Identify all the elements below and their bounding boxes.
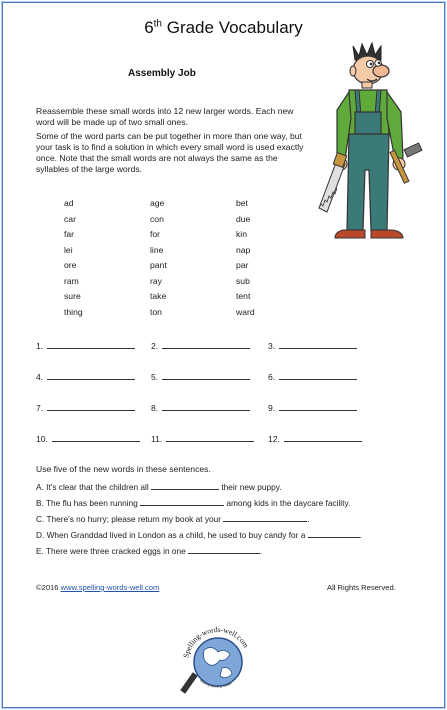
sentence-e: E. There were three cracked eggs in one . <box>36 546 263 556</box>
answer-blank-1[interactable]: 1. <box>36 339 135 351</box>
word: ad <box>64 198 74 208</box>
answer-blank-11[interactable]: 11. <box>151 432 254 444</box>
sentence-blank[interactable] <box>140 496 224 506</box>
word: nap <box>236 244 251 255</box>
word: line <box>150 244 164 255</box>
svg-text:Making spelling easier: Making spelling easier <box>199 678 233 689</box>
sentence-blank[interactable] <box>151 480 219 490</box>
word: sure <box>64 291 81 301</box>
word: con <box>150 213 164 224</box>
sentence-a: A. It's clear that the children all their new puppy. <box>36 482 282 492</box>
sentence-blank[interactable] <box>308 528 360 538</box>
svg-text:Spelling-words-well.com: Spelling-words-well.com <box>181 624 251 659</box>
answer-blank-3[interactable]: 3. <box>268 339 357 351</box>
word: lei <box>64 244 73 255</box>
word: pant <box>150 260 167 270</box>
answer-blank-2[interactable]: 2. <box>151 339 250 351</box>
word: bet <box>236 198 248 208</box>
answer-blank-8[interactable]: 8. <box>151 401 250 413</box>
handyman-illustration <box>315 40 427 250</box>
word: thing <box>64 306 83 317</box>
word: sub <box>236 275 250 286</box>
word: take <box>150 291 167 301</box>
copyright-notice: ©2016 www.spelling-words-well.com <box>36 583 160 592</box>
sentence-blank[interactable] <box>223 512 307 522</box>
word: par <box>236 260 249 270</box>
word: ram <box>64 275 79 286</box>
answer-blank-10[interactable]: 10. <box>36 432 140 444</box>
answer-blank-5[interactable]: 5. <box>151 370 250 382</box>
word: ray <box>150 275 162 286</box>
word: ward <box>236 306 255 317</box>
word: kin <box>236 229 247 239</box>
answer-blank-7[interactable]: 7. <box>36 401 135 413</box>
sentence-blank[interactable] <box>188 544 260 554</box>
rights-reserved: All Rights Reserved. <box>327 583 396 592</box>
answer-blank-4[interactable]: 4. <box>36 370 135 382</box>
word: car <box>64 213 76 224</box>
answer-blank-9[interactable]: 9. <box>268 401 357 413</box>
worksheet-subtitle: Assembly Job <box>128 68 196 79</box>
sentence-c: C. There's no hurry; please return my book at your . <box>36 514 310 524</box>
word: ton <box>150 306 162 317</box>
word: tent <box>236 291 251 301</box>
page-title: 6th Grade Vocabulary <box>144 18 303 37</box>
website-link[interactable]: www.spelling-words-well.com <box>60 583 160 592</box>
site-logo <box>174 614 262 702</box>
answer-blank-6[interactable]: 6. <box>268 370 357 382</box>
instructions-paragraph-2: Some of the word parts can be put together in more than one way, but your task is to find a solution in which every small word is used exactly once. Note that the small words are not always the same as the syllables of the large words. <box>36 131 304 174</box>
word: age <box>150 198 165 208</box>
word: far <box>64 229 75 239</box>
word: ore <box>64 260 77 270</box>
word: due <box>236 213 251 224</box>
sentence-b: B. The flu has been running among kids in the daycare facility. <box>36 498 351 508</box>
instructions-paragraph-1: Reassemble these small words into 12 new larger words. Each new word will be made up of two small ones. <box>36 106 294 127</box>
answer-blank-12[interactable]: 12. <box>268 432 362 444</box>
sentence-instruction: Use five of the new words in these sentences. <box>36 464 211 474</box>
word: for <box>150 229 161 239</box>
sentence-d: D. When Granddad lived in London as a child, he used to buy candy for a . <box>36 530 362 540</box>
